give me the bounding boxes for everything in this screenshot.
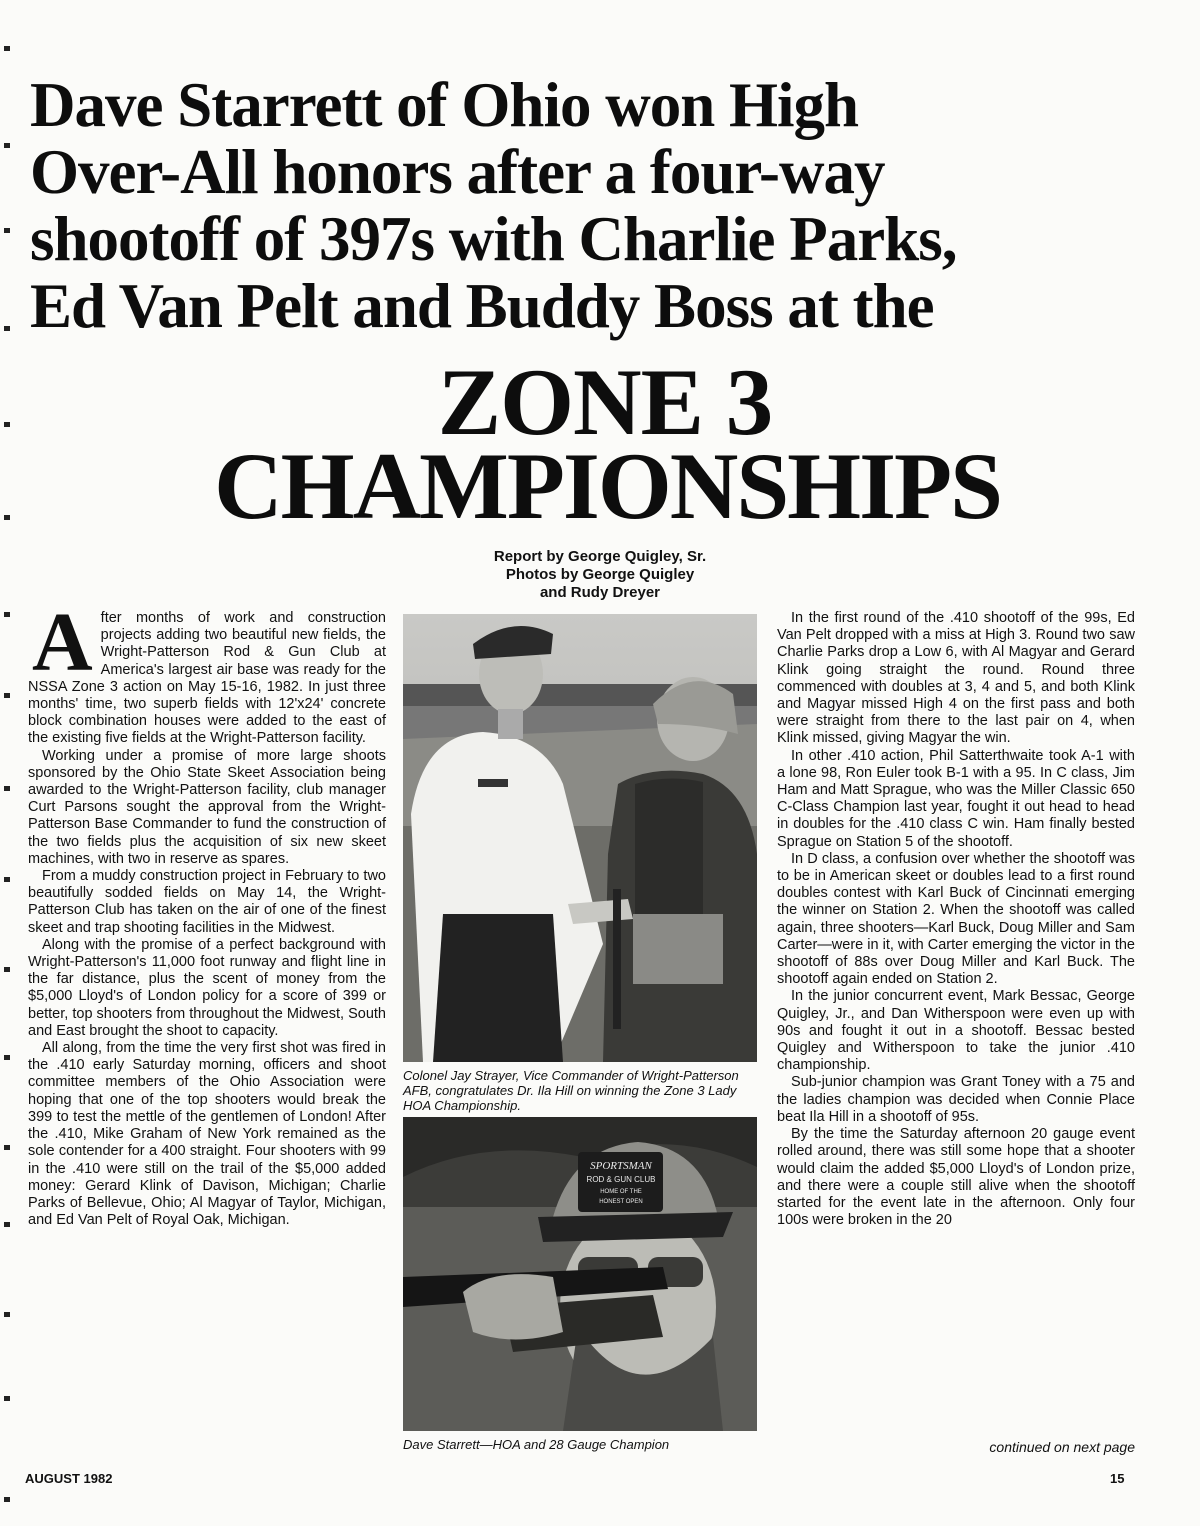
article-column-left [28,596,386,1229]
paragraph: In other .410 action, Phil Satterthwaite took A-1 with a lone 98, Ron Euler took B-1 with a 95. In C class, Jim Ham and Matt Sprague, who was the Miller Classic 650 C-Class Champion last year, fought it out head to head in doubles for the .410 class C win. Ham finally bested Sprague on Station 5 of the shootoff. [777,747,1135,850]
paragraph: All along, from the time the very first shot was fired in the .410 early Saturday morning, officers and shoot committee members of the Ohio Association were hoping that one of the top shooters would break the 399 to test the mettle of the gentlemen of London! After the .410, Mike Graham of New York remained as the sole contender for a 400 straight. Four shooters with 99 in the .410 were still on the trail of the $5,000 added money: Gerard Klink of Davison, Michigan; Charlie Parks of Bellevue, Ohio; Al Magyar of Taylor, Michigan, and Ed Van Pelt of Royal Oak, Michigan. [28,1040,386,1229]
photo-caption: Colonel Jay Strayer, Vice Commander of Wright-Patterson AFB, congratulates Dr. Ila Hill on winning the Zone 3 Lady HOA Championship. [403,1068,739,1113]
byline-line: Report by George Quigley, Sr. [493,548,707,565]
byline-line: and Rudy Dreyer [539,584,661,601]
paragraph: Working under a promise of more large shoots sponsored by the Ohio State Skeet Association being awarded to the Wright-Patterson facility, club manager Curt Parsons sought the approval from the Wright-Patterson Base Commander to fund the construction of the two fields plus the acquisition of six new skeet machines, with two in reserve as spares. [28,747,386,867]
issue-date: AUGUST 1982 [25,1471,113,1486]
cap-patch-text: SPORTSMAN [590,1160,652,1172]
photo-handshake [403,614,757,1062]
margin-mark [4,967,10,972]
byline [380,548,820,602]
paragraph: Sub-junior champion was Grant Toney with a 75 and the ladies champion was decided when Connie Place beat Ila Hill in a shootoff of 95s. [777,1074,1135,1125]
headline-deck [30,72,1160,340]
drop-cap: A [32,596,93,689]
margin-mark [4,1497,10,1502]
byline-line: Photos by George Quigley [505,566,695,583]
deck-line: Over-All honors after a four-way [30,137,885,207]
paragraph-text: fter months of work and construction projects adding two beautiful new fields, the Wright-Patterson Rod & Gun Club at America's largest air base was ready for the NSSA Zone 3 action on May 15-16, 1982. In just three months' time, two superb fields with 12'x24' concrete block combination houses were added to the east of the existing five fields at the Wright-Patterson facility. [28,610,386,747]
continued-note: continued on next page [989,1439,1135,1455]
margin-mark [4,1312,10,1317]
paragraph: By the time the Saturday afternoon 20 gauge event rolled around, there was still some hope that a shooter would claim the added $5,000 Lloyd's of London prize, and there were a couple still alive when the shootoff started for the event late in the afternoon. Only four 100s were broken in the 20 [777,1126,1135,1229]
photo-shooter [403,1117,757,1431]
paragraph: In D class, a confusion over whether the shootoff was to be in American skeet or doubles lead to a first round doubles contest with Karl Buck of Cincinnati emerging the winner on Station 2. When the shootoff was called again, three shooters—Karl Buck, Doug Miller and Sam Carter—were in it, with Carter emerging the victor in the shootoff of 88s over Doug Miller and Karl Buck. The shootoff again ended on Station 2. [777,850,1135,988]
margin-mark [4,877,10,882]
cap-patch-text: ROD & GUN CLUB [586,1175,656,1184]
margin-mark [4,228,10,233]
deck-line: Dave Starrett of Ohio won High [30,70,859,140]
margin-mark [4,143,10,148]
margin-mark [4,1145,10,1150]
deck-line: Ed Van Pelt and Buddy Boss at the [30,271,934,341]
paragraph [28,596,386,748]
margin-mark [4,1055,10,1060]
headline-line: ZONE 3 [437,349,773,455]
headline-line: CHAMPIONSHIPS [214,433,1001,539]
deck-line: shootoff of 397s with Charlie Parks, [30,204,957,274]
photo-shooter-image [403,1117,757,1431]
cap-patch-text: HONEST OPEN [599,1199,643,1205]
photo-handshake-image [403,614,757,1062]
paragraph: From a muddy construction project in February to two beautifully sodded fields on May 14, the Wright-Patterson Club has taken on the air of one of the finest skeet and trap shooting facilities in the Midwest. [28,868,386,936]
margin-mark [4,612,10,617]
margin-mark [4,1396,10,1401]
article-column-right [777,610,1135,1229]
margin-mark [4,46,10,51]
margin-mark [4,326,10,331]
margin-mark [4,1222,10,1227]
page-title [0,349,1200,539]
margin-mark [4,786,10,791]
margin-mark [4,693,10,698]
cap-patch-text: HOME OF THE [600,1189,642,1195]
paragraph: In the junior concurrent event, Mark Bessac, George Quigley, Jr., and Dan Witherspoon were even up with 90s and fought it out in a shootoff. Bessac bested Quigley and Witherspoon to take the junior .410 championship. [777,988,1135,1074]
paragraph: Along with the promise of a perfect background with Wright-Patterson's 11,000 foot runway and flight line in the far distance, plus the scent of money from the $5,000 Lloyd's of London policy for a score of 399 or better, top shooters from throughout the Midwest, South and East brought the shoot to capacity. [28,936,386,1039]
paragraph: In the first round of the .410 shootoff of the 99s, Ed Van Pelt dropped with a miss at High 3. Round two saw Charlie Parks drop a Low 6, with Al Magyar and Gerard Klink going straight the round. Round three commenced with doubles at 3, 4 and 5, and both Klink and Magyar missed High 4 on the first pass and both were straight from there to the last pair on 4, when Klink missed, giving Magyar the win. [777,610,1135,747]
page-number: 15 [1110,1471,1125,1486]
photo-caption: Dave Starrett—HOA and 28 Gauge Champion [403,1437,670,1452]
